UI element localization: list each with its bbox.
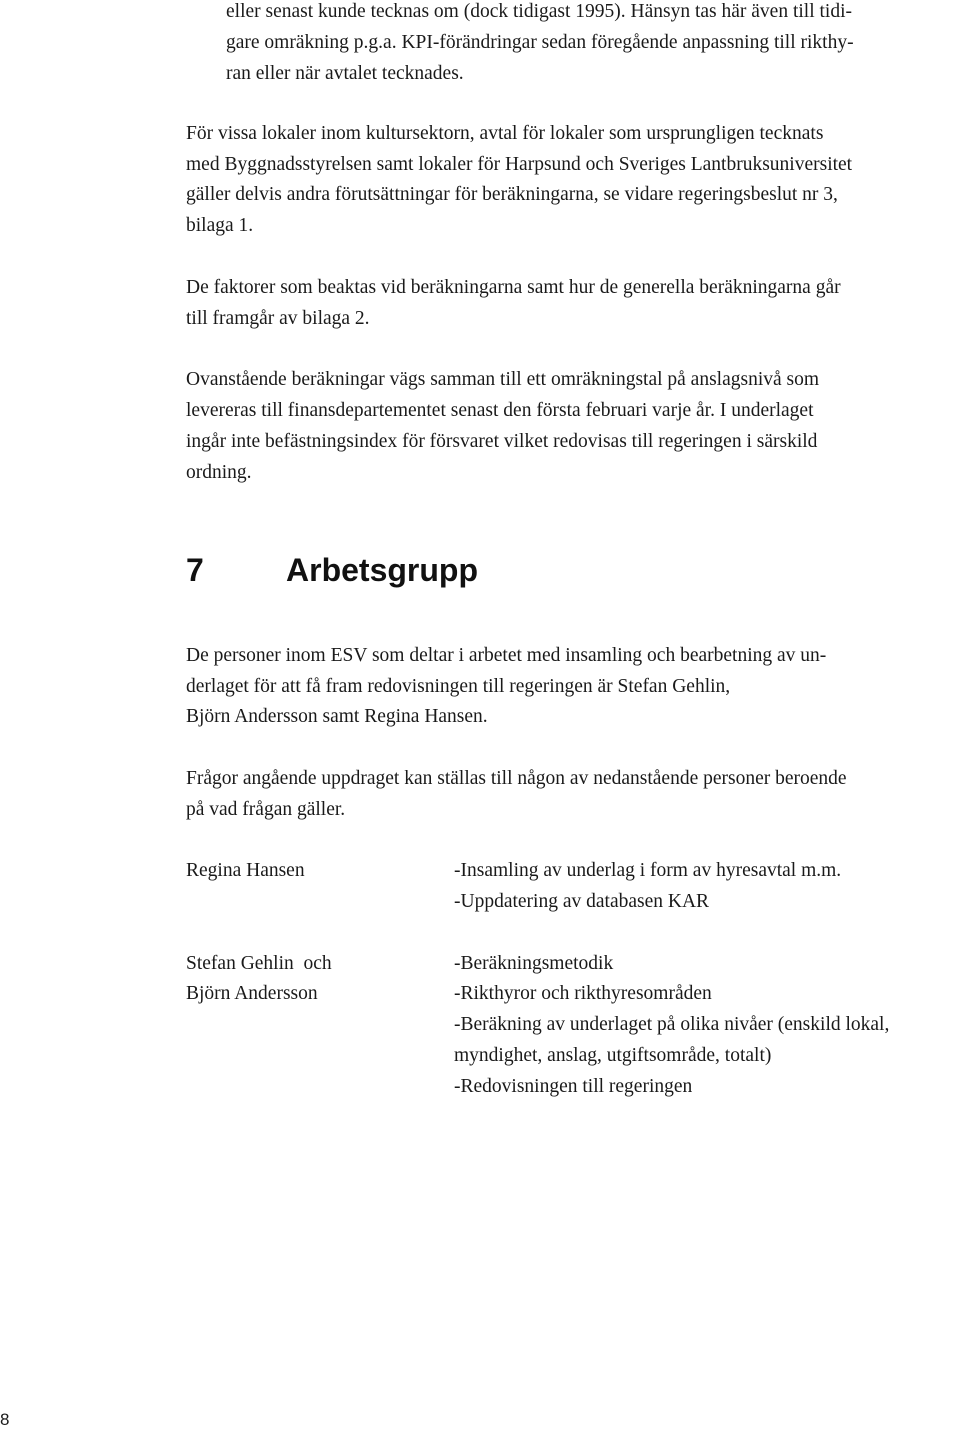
contact-name: Regina Hansen [186, 860, 305, 881]
top-paragraph-line-3: ran eller när avtalet tecknades. [226, 63, 464, 84]
paragraph-1-line-1: För vissa lokaler inom kultursektorn, avtal för lokaler som ursprungligen tecknats [186, 123, 824, 144]
contact-task: -Redovisningen till regeringen [454, 1076, 693, 1097]
paragraph-4-line-1: De personer inom ESV som deltar i arbetet med insamling och bearbetning av un- [186, 645, 827, 666]
contact-task: myndighet, anslag, utgiftsområde, totalt) [454, 1045, 772, 1066]
contact-name: Stefan Gehlin och [186, 953, 332, 974]
contact-task: -Rikthyror och rikthyresområden [454, 983, 712, 1004]
paragraph-3-line-3: ingår inte befästningsindex för försvaret vilket redovisas till regeringen i särskild [186, 431, 818, 452]
paragraph-1-line-2: med Byggnadsstyrelsen samt lokaler för Harpsund och Sveriges Lantbruksuniversitet [186, 154, 853, 175]
contact-task: -Beräkning av underlaget på olika nivåer (enskild lokal, [454, 1014, 890, 1035]
section-number: 7 [186, 552, 204, 588]
paragraph-5-line-1: Frågor angående uppdraget kan ställas till någon av nedanstående personer beroende [186, 768, 847, 789]
paragraph-1-line-4: bilaga 1. [186, 215, 254, 236]
top-paragraph-line-2: gare omräkning p.g.a. KPI-förändringar sedan föregående anpassning till rikthy- [226, 32, 854, 53]
paragraph-4-line-2: derlaget för att få fram redovisningen till regeringen är Stefan Gehlin, [186, 676, 731, 697]
section-title: Arbetsgrupp [286, 552, 478, 588]
paragraph-3-line-4: ordning. [186, 462, 252, 483]
top-paragraph-line-1: eller senast kunde tecknas om (dock tidigast 1995). Hänsyn tas här även till tidi- [226, 1, 853, 22]
paragraph-4-line-3: Björn Andersson samt Regina Hansen. [186, 706, 488, 727]
paragraph-1-line-3: gäller delvis andra förutsättningar för beräkningarna, se vidare regeringsbeslut nr 3, [186, 184, 838, 205]
paragraph-5-line-2: på vad frågan gäller. [186, 799, 346, 820]
paragraph-2-line-1: De faktorer som beaktas vid beräkningarna samt hur de generella beräkningarna går [186, 277, 841, 298]
paragraph-3-line-2: levereras till finansdepartementet senast den första februari varje år. I underlaget [186, 400, 814, 421]
contact-name: Björn Andersson [186, 983, 318, 1004]
contact-task: -Beräkningsmetodik [454, 953, 614, 974]
paragraph-3-line-1: Ovanstående beräkningar vägs samman till ett omräkningstal på anslagsnivå som [186, 369, 820, 390]
contact-task: -Uppdatering av databasen KAR [454, 891, 710, 912]
contact-task: -Insamling av underlag i form av hyresavtal m.m. [454, 860, 842, 881]
page-number: 8 [0, 1410, 10, 1429]
section-heading [186, 548, 478, 592]
paragraph-2-line-2: till framgår av bilaga 2. [186, 308, 370, 329]
